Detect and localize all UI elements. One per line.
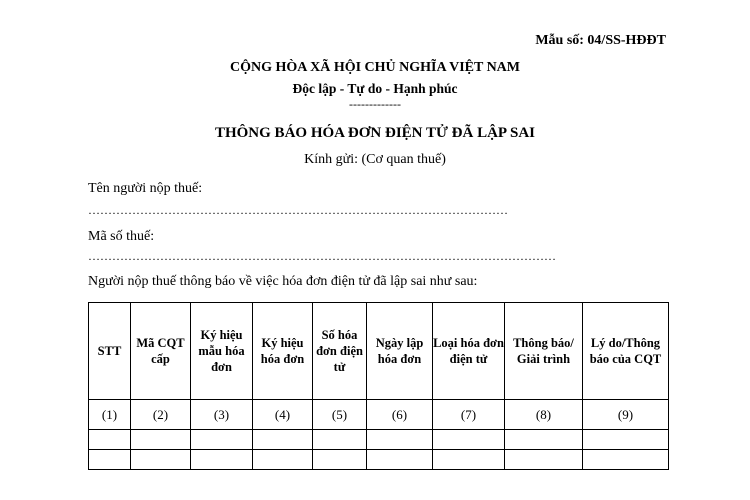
nation-heading: CỘNG HÒA XÃ HỘI CHỦ NGHĨA VIỆT NAM bbox=[229, 60, 520, 75]
table-cell[interactable] bbox=[253, 450, 313, 470]
motto: Độc lập - Tự do - Hạnh phúc bbox=[292, 81, 458, 96]
table-row bbox=[89, 430, 669, 450]
table-cell[interactable] bbox=[313, 450, 367, 470]
table-cell[interactable] bbox=[583, 450, 669, 470]
divider: ------------- bbox=[349, 97, 401, 111]
intro-text: Người nộp thuế thông báo về việc hóa đơn điện tử đã lập sai như sau: bbox=[88, 274, 478, 289]
col-number: (8) bbox=[505, 400, 583, 430]
col-number: (5) bbox=[313, 400, 367, 430]
col-number: (2) bbox=[131, 400, 191, 430]
table-cell[interactable] bbox=[367, 430, 433, 450]
col-header-template-symbol: Ký hiệu mẫu hóa đơn bbox=[191, 303, 253, 400]
col-header-stt: STT bbox=[89, 303, 131, 400]
table-cell[interactable] bbox=[433, 430, 505, 450]
table-cell[interactable] bbox=[191, 430, 253, 450]
table-cell[interactable] bbox=[89, 450, 131, 470]
col-number: (3) bbox=[191, 400, 253, 430]
recipient-line: Kính gửi: (Cơ quan thuế) bbox=[304, 152, 446, 167]
col-header-cqt-code: Mã CQT cấp bbox=[131, 303, 191, 400]
header-row bbox=[89, 303, 669, 400]
col-header-invoice-symbol: Ký hiệu hóa đơn bbox=[253, 303, 313, 400]
column-number-row bbox=[89, 400, 669, 430]
table-cell[interactable] bbox=[433, 450, 505, 470]
table-cell[interactable] bbox=[131, 430, 191, 450]
table-cell[interactable] bbox=[313, 430, 367, 450]
table-cell[interactable] bbox=[191, 450, 253, 470]
table-row bbox=[89, 450, 669, 470]
table-cell[interactable] bbox=[583, 430, 669, 450]
col-number: (6) bbox=[367, 400, 433, 430]
col-number: (4) bbox=[253, 400, 313, 430]
document-title: THÔNG BÁO HÓA ĐƠN ĐIỆN TỬ ĐÃ LẬP SAI bbox=[214, 125, 536, 141]
taxpayer-name-label: Tên người nộp thuế: bbox=[88, 181, 203, 196]
table-cell[interactable] bbox=[89, 430, 131, 450]
invoice-table bbox=[88, 302, 669, 470]
table-cell[interactable] bbox=[253, 430, 313, 450]
col-header-invoice-number: Số hóa đơn điện tử bbox=[313, 303, 367, 400]
table-cell[interactable] bbox=[505, 450, 583, 470]
table-cell[interactable] bbox=[505, 430, 583, 450]
col-header-issue-date: Ngày lập hóa đơn bbox=[367, 303, 433, 400]
taxpayer-name-field[interactable]: …………………………………………………………………………………………… bbox=[88, 203, 508, 217]
table-cell[interactable] bbox=[367, 450, 433, 470]
col-header-cqt-reason: Lý do/Thông báo của CQT bbox=[583, 303, 669, 400]
col-header-invoice-type: Loại hóa đơn điện tử bbox=[433, 303, 505, 400]
tax-code-field[interactable]: ……………………………………………………………………………………………………… bbox=[88, 249, 556, 263]
col-number: (7) bbox=[433, 400, 505, 430]
tax-code-label: Mã số thuế: bbox=[88, 229, 155, 244]
col-number: (1) bbox=[89, 400, 131, 430]
form-number: Mẫu số: 04/SS-HĐĐT bbox=[535, 33, 666, 48]
col-header-explanation: Thông báo/ Giải trình bbox=[505, 303, 583, 400]
col-number: (9) bbox=[583, 400, 669, 430]
table-cell[interactable] bbox=[131, 450, 191, 470]
